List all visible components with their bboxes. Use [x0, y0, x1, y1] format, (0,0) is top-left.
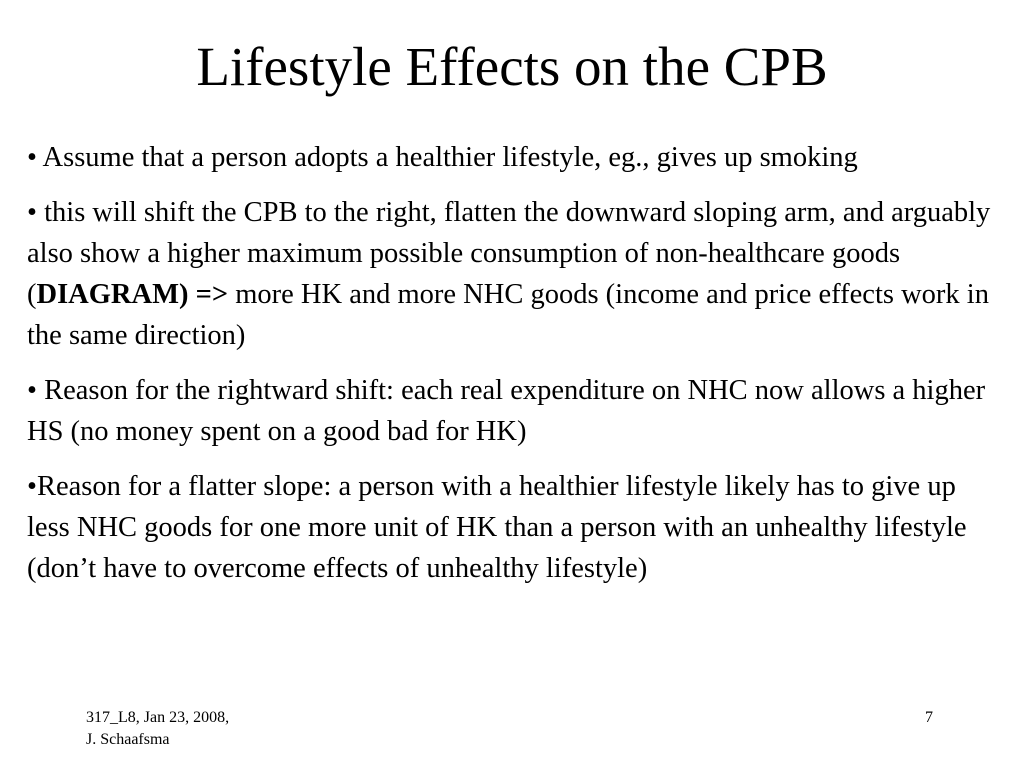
page-number: 7 [925, 709, 933, 726]
footer-course-date: 317_L8, Jan 23, 2008, [86, 709, 230, 726]
bullet-shift-cpb-text-after: more HK and more NHC goods (income and price effects work in the same direction) [27, 279, 989, 351]
bullet-rightward-shift-reason: • Reason for the rightward shift: each real expenditure on NHC now allows a higher HS (no money spent on a good bad for HK) [27, 375, 986, 447]
bullet-shift-cpb-text: • this will shift the CPB to the right, flatten the downward sloping arm, and arguably also show a higher maximum possible consumption of non-healthcare goods ( [27, 197, 991, 310]
diagram-emphasis: DIAGRAM) => [36, 279, 229, 310]
slide-body [27, 137, 1002, 603]
bullet-shift-cpb [27, 192, 1002, 356]
slide-title: Lifestyle Effects on the CPB [196, 36, 828, 97]
bullet-assume-healthier-lifestyle: • Assume that a person adopts a healthier lifestyle, eg., gives up smoking [27, 142, 858, 173]
footer-author: J. Schaafsma [86, 731, 170, 748]
bullet-flatter-slope-reason: •Reason for a flatter slope: a person with a healthier lifestyle likely has to give up less NHC goods for one more unit of HK than a person with an unhealthy lifestyle (don’t have to overcome effects of unhealthy lifestyle) [27, 471, 967, 584]
footer-course-info [86, 707, 229, 751]
